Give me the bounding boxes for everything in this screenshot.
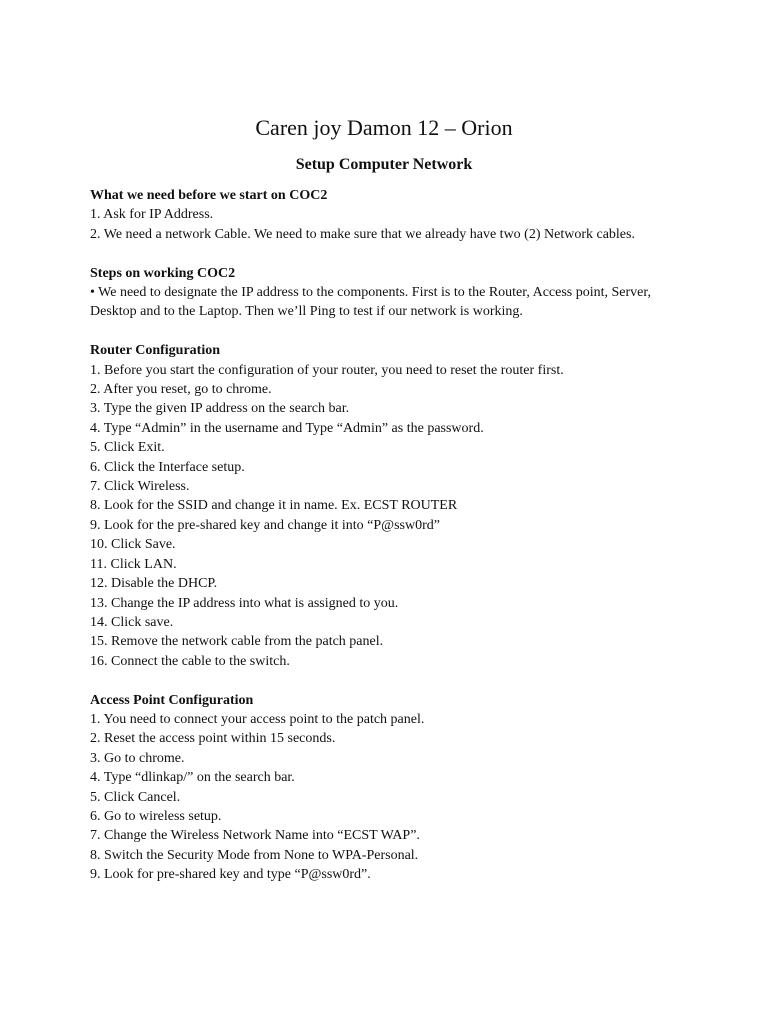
bullet-item: • We need to designate the IP address to the components. First is to the Router, Access point, Server, Desktop and to the Laptop. Then we’ll Ping to test if our network is working. [90,285,651,320]
list-item: 10. Click Save. [90,537,176,553]
list-item: 4. Type “Admin” in the username and Type “Admin” as the password. [90,420,484,436]
list-item: 2. Reset the access point within 15 seconds. [90,731,336,747]
list-item: 2. We need a network Cable. We need to make sure that we already have two (2) Network cables. [90,226,635,242]
list-item: 13. Change the IP address into what is assigned to you. [90,595,399,611]
list-item: 8. Look for the SSID and change it in name. Ex. ECST ROUTER [90,498,458,514]
list-item: 6. Click the Interface setup. [90,459,245,475]
list-item: 16. Connect the cable to the switch. [90,653,290,669]
list-item: 3. Go to chrome. [90,750,185,766]
list-item: 1. Ask for IP Address. [90,207,214,223]
list-item: 9. Look for the pre-shared key and change it into “P@ssw0rd” [90,517,440,533]
list-item: 1. You need to connect your access point to the patch panel. [90,711,425,727]
list-item: 5. Click Exit. [90,440,165,456]
list-item: 14. Click save. [90,614,174,630]
list-item: 7. Change the Wireless Network Name into “ECST WAP”. [90,828,420,844]
list-item: 3. Type the given IP address on the search bar. [90,401,350,417]
section-steps [90,264,670,322]
list-item: 12. Disable the DHCP. [90,576,218,592]
list-item: 9. Look for pre-shared key and type “P@ssw0rd”. [90,867,371,883]
list-item: 2. After you reset, go to chrome. [90,382,272,398]
list-item: 15. Remove the network cable from the patch panel. [90,634,384,650]
section-heading: Steps on working COC2 [90,265,236,281]
list-item: 6. Go to wireless setup. [90,808,222,824]
list-item: 4. Type “dlinkap/” on the search bar. [90,770,295,786]
list-item: 8. Switch the Security Mode from None to WPA-Personal. [90,847,419,863]
list-item: 5. Click Cancel. [90,789,181,805]
section-router-configuration [90,341,670,671]
document-title: Caren joy Damon 12 – Orion [255,115,513,140]
list-item: 7. Click Wireless. [90,479,190,495]
section-access-point-configuration [90,691,670,885]
section-heading: What we need before we start on COC2 [90,188,328,203]
section-heading: Access Point Configuration [90,692,254,708]
section-requirements [90,186,670,244]
section-heading: Router Configuration [90,343,221,359]
list-item: 1. Before you start the configuration of your router, you need to reset the router first. [90,362,564,378]
document-body [90,186,670,885]
list-item: 11. Click LAN. [90,556,177,572]
document-subtitle: Setup Computer Network [295,156,473,173]
